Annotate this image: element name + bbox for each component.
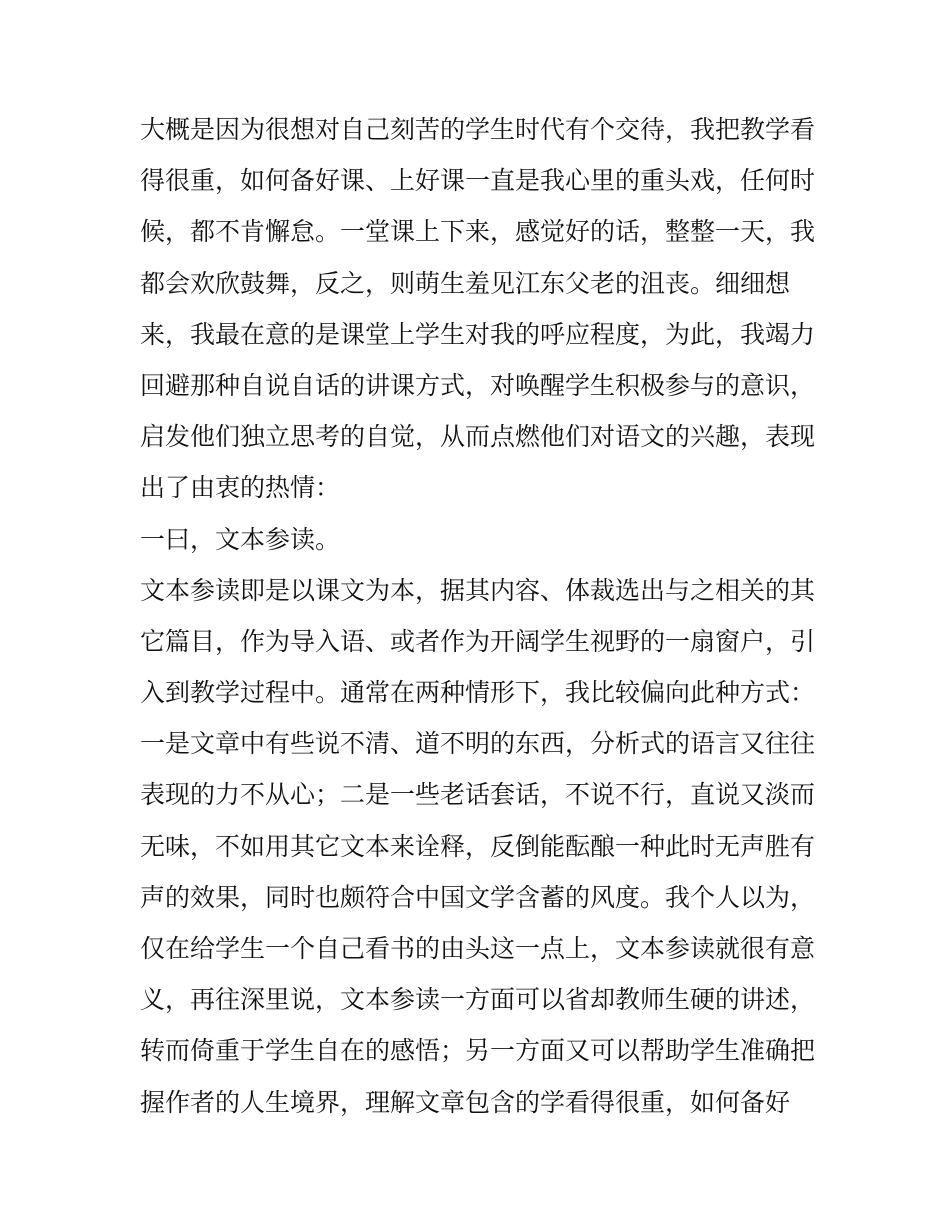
text-line: 声的效果，同时也颇符合中国文学含蓄的风度。我个人以为， — [140, 882, 816, 912]
text-line: 转而倚重于学生自在的感悟；另一方面又可以帮助学生准确把 — [140, 1036, 816, 1066]
body-text — [140, 104, 820, 1128]
text-line: 文本参读即是以课文为本，据其内容、体裁选出与之相关的其 — [140, 575, 816, 605]
text-line: 都会欢欣鼓舞，反之，则萌生羞见江东父老的沮丧。细细想 — [140, 268, 791, 298]
text-line: 一是文章中有些说不清、道不明的东西，分析式的语言又往往 — [140, 729, 816, 759]
text-line: 回避那种自说自话的讲课方式，对唤醒学生积极参与的意识， — [140, 370, 816, 400]
text-line: 无味，不如用其它文本来诠释，反倒能酝酿一种此时无声胜有 — [140, 831, 816, 861]
text-line: 入到教学过程中。通常在两种情形下，我比较偏向此种方式： — [140, 678, 816, 708]
text-line: 出了由衷的热情： — [140, 473, 341, 503]
text-line: 得很重，如何备好课、上好课一直是我心里的重头戏，任何时 — [140, 166, 816, 196]
text-line: 来，我最在意的是课堂上学生对我的呼应程度，为此，我竭力 — [140, 319, 816, 349]
text-line: 仅在给学生一个自己看书的由头这一点上，文本参读就很有意 — [140, 934, 816, 963]
section-heading: 一曰，文本参读。 — [140, 524, 341, 554]
text-line: 启发他们独立思考的自觉，从而点燃他们对语文的兴趣，表现 — [140, 422, 816, 452]
text-line: 义，再往深里说，文本参读一方面可以省却教师生硬的讲述， — [140, 985, 816, 1015]
text-line: 大概是因为很想对自己刻苦的学生时代有个交待，我把教学看 — [140, 115, 816, 144]
text-line: 它篇目，作为导入语、或者作为开阔学生视野的一扇窗户，引 — [140, 626, 816, 656]
text-line: 候，都不肯懈怠。一堂课上下来，感觉好的话，整整一天，我 — [140, 217, 816, 247]
text-line: 表现的力不从心；二是一些老话套话，不说不行，直说又淡而 — [140, 780, 816, 810]
text-line: 握作者的人生境界，理解文章包含的学看得很重，如何备好 — [140, 1087, 791, 1117]
